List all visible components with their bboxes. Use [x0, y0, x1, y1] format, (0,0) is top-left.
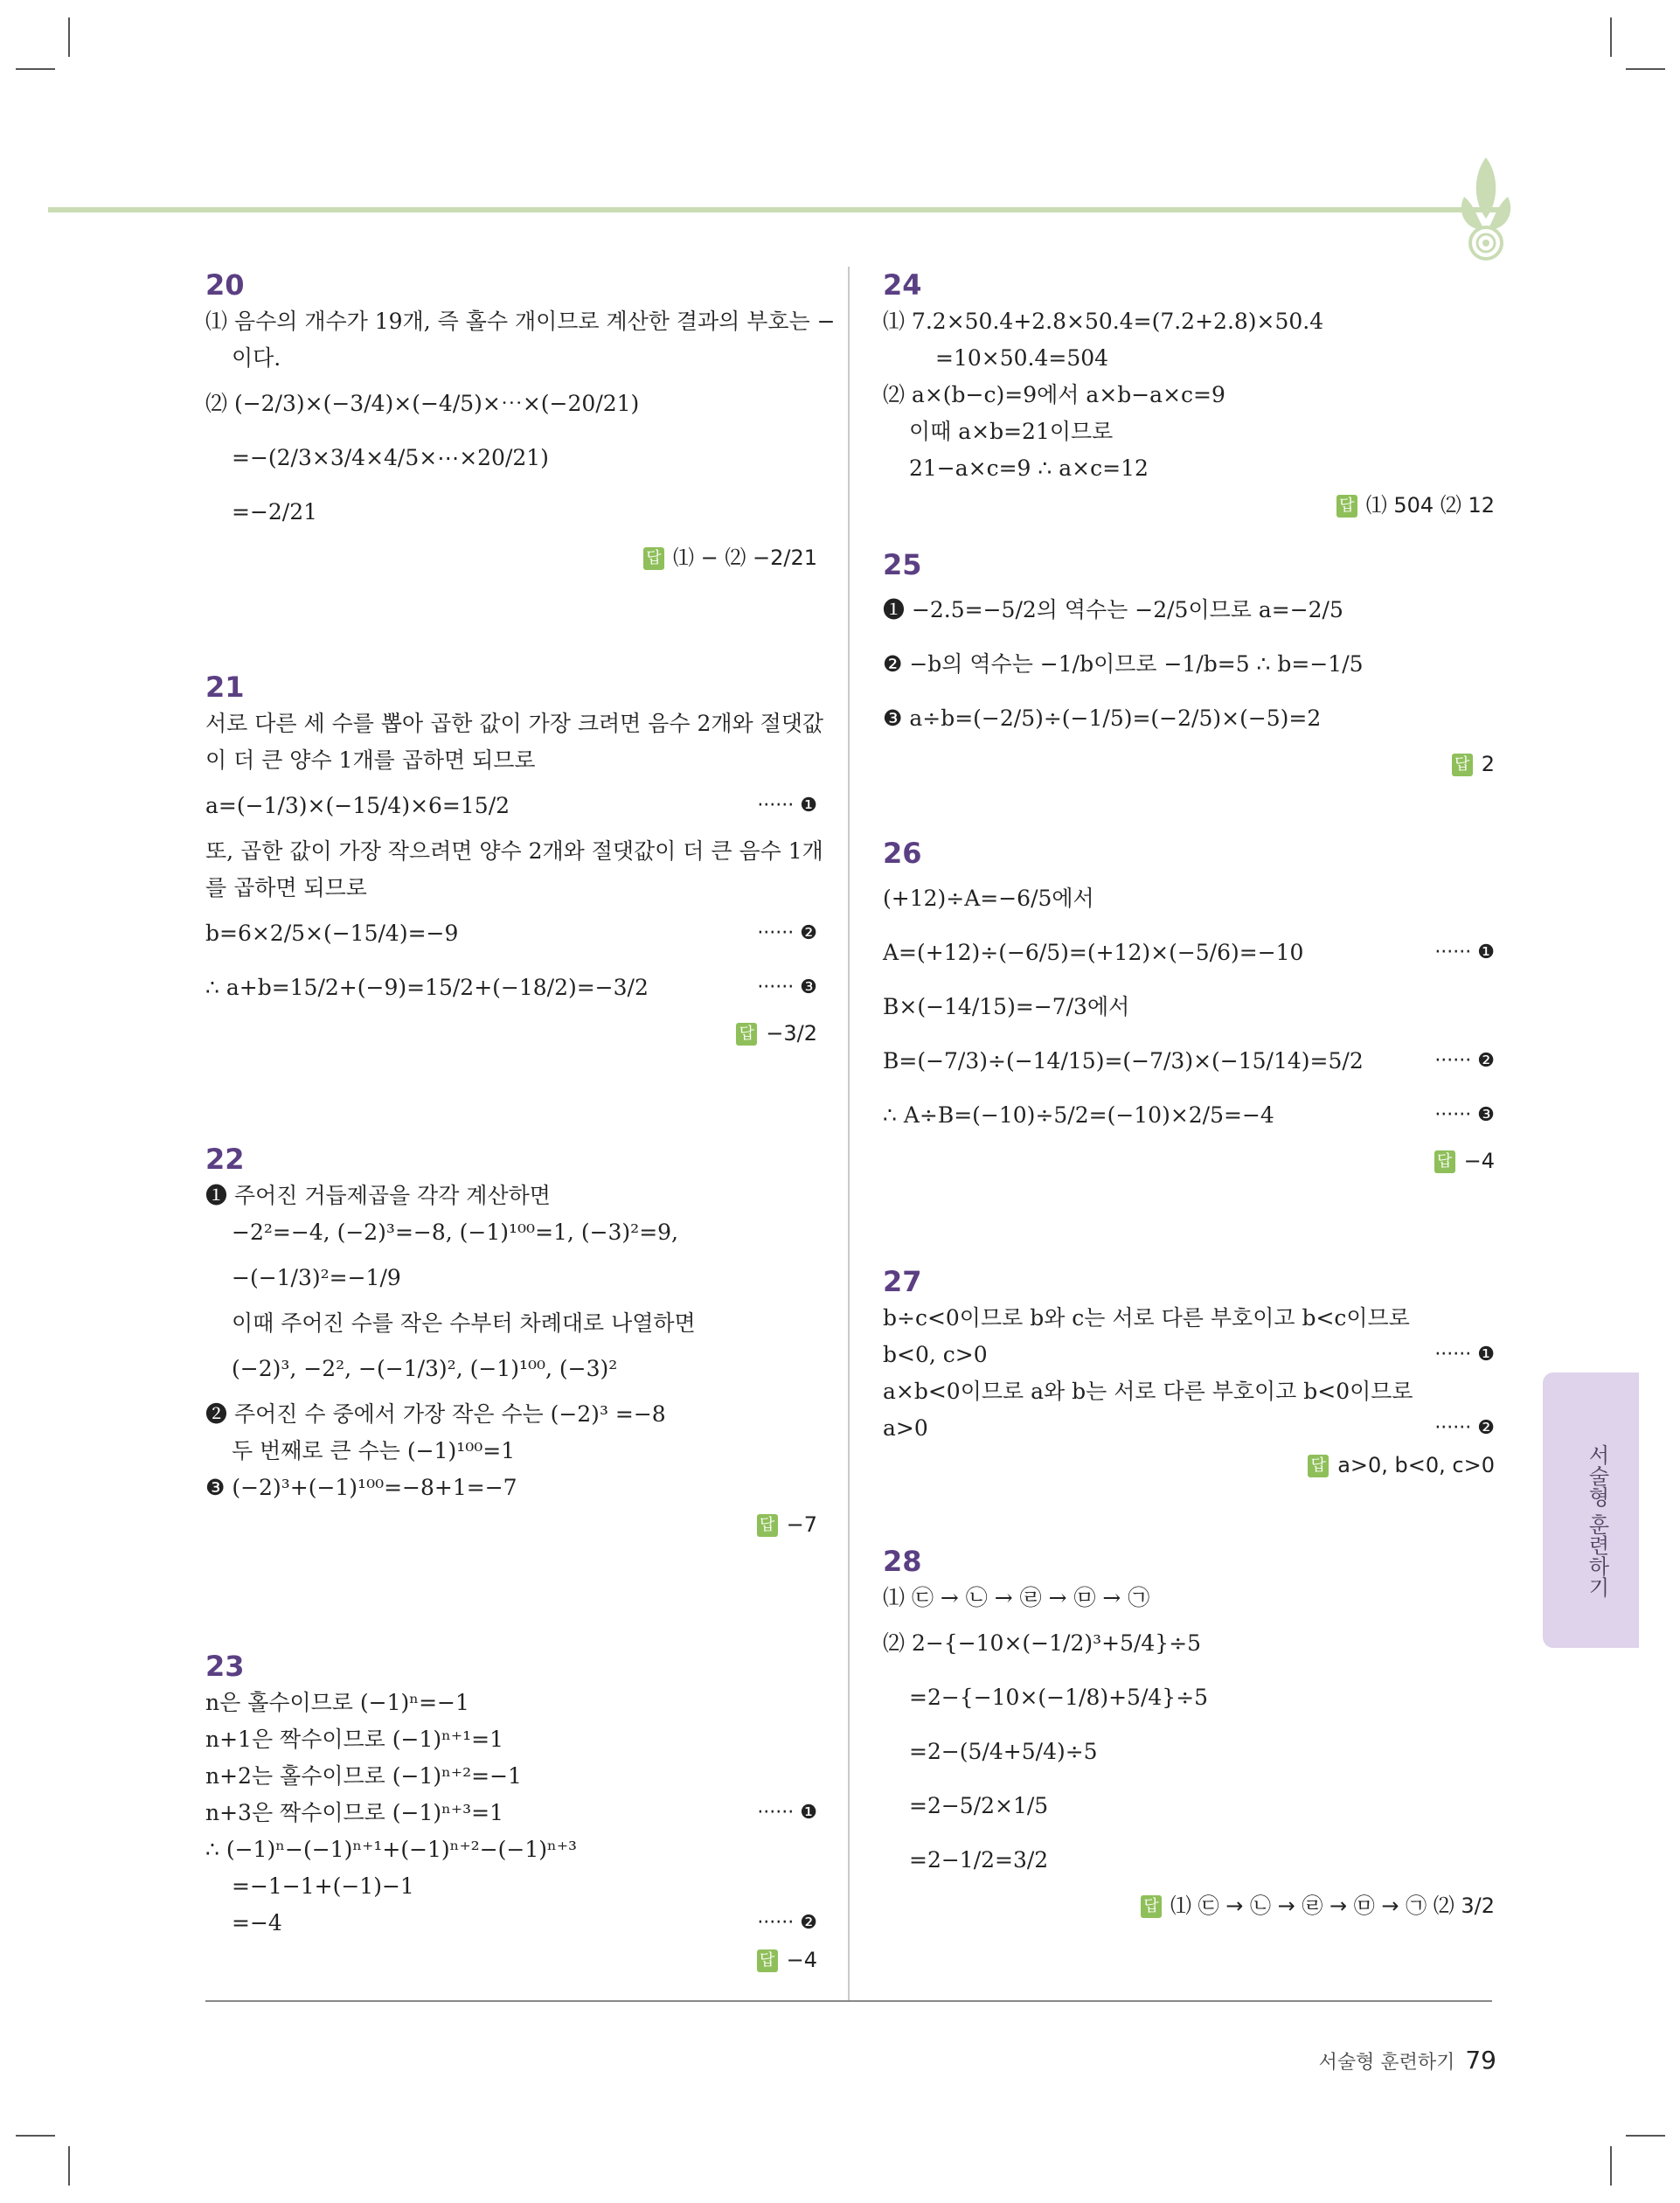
step-marker: ······ ❶ — [757, 1802, 817, 1824]
crop-mark — [1626, 68, 1665, 70]
solution-text: ❶ −2.5=−5/2의 역수는 −2/5이므로 a=−2/5 — [883, 597, 1343, 622]
column-divider — [848, 267, 850, 2002]
solution-line — [205, 1178, 817, 1214]
solution-text: ❸ a÷b=(−2/5)÷(−1/5)=(−2/5)×(−5)=2 — [883, 705, 1322, 731]
solution-text: b<0, c>0 — [883, 1342, 988, 1367]
solution-text: ❷ −b의 역수는 −1/b이므로 −1/b=5 ∴ b=−1/5 — [883, 651, 1364, 677]
problem-22 — [205, 1141, 817, 1543]
solution-text: =2−{−10×(−1/8)+5/4}÷5 — [909, 1685, 1209, 1710]
step-marker: ······ ❷ — [757, 1912, 817, 1934]
solution-text: A=(+12)÷(−6/5)=(+12)×(−5/6)=−10 — [883, 940, 1304, 965]
answer-text: −7 — [786, 1512, 817, 1537]
solution-line — [205, 833, 823, 870]
answer-line — [883, 487, 1495, 524]
solution-line — [205, 870, 817, 907]
solution-text: n+3은 짝수이므로 (−1)ⁿ⁺³=1 — [205, 1800, 503, 1825]
page-footer — [1319, 2046, 1496, 2074]
solution-text: 또, 곱한 값이 가장 작으려면 양수 2개와 절댓값이 더 큰 음수 1개 — [205, 838, 823, 864]
problem-25 — [883, 546, 1495, 782]
solution-text: 두 번째로 큰 수는 (−1)¹⁰⁰=1 — [232, 1438, 516, 1463]
answer-line — [883, 746, 1495, 782]
solution-text: 서로 다른 세 수를 뽑아 곱한 값이 가장 크려면 음수 2개와 절댓값 — [205, 711, 824, 736]
footer-section-title: 서술형 훈련하기 — [1318, 2052, 1455, 2074]
answer-badge-icon: 답 — [643, 547, 664, 570]
solution-line — [883, 450, 1495, 487]
solution-line — [205, 1433, 817, 1470]
solution-line — [883, 1410, 1495, 1447]
solution-text: 21−a×c=9 ∴ a×c=12 — [909, 455, 1149, 481]
answer-badge-icon: 답 — [1452, 754, 1473, 776]
answer-badge-icon: 답 — [757, 1514, 778, 1537]
answer-line — [205, 539, 817, 576]
solution-text: (−2)³, −2², −(−1/3)², (−1)¹⁰⁰, (−3)² — [232, 1356, 618, 1381]
problem-number: 27 — [883, 1265, 922, 1298]
header-rule — [48, 207, 1499, 212]
problem-26 — [883, 835, 1495, 1179]
solution-text: b÷c<0이므로 b와 c는 서로 다른 부호이고 b<c이므로 — [883, 1305, 1410, 1331]
crop-mark — [1626, 2135, 1665, 2137]
solution-line — [205, 1251, 817, 1305]
answer-line — [883, 1887, 1495, 1924]
solution-line — [883, 1833, 1495, 1887]
solution-text: =2−(5/4+5/4)÷5 — [909, 1739, 1098, 1764]
answer-text: ⑴ − ⑵ −2/21 — [673, 546, 817, 570]
solution-line — [883, 1725, 1495, 1779]
answer-badge-icon: 답 — [1336, 495, 1357, 518]
solution-line — [205, 377, 817, 431]
step-marker: ······ ❸ — [757, 976, 817, 998]
step-marker: ······ ❶ — [1434, 942, 1495, 963]
solution-text: ∴ (−1)ⁿ−(−1)ⁿ⁺¹+(−1)ⁿ⁺²−(−1)ⁿ⁺³ — [205, 1837, 578, 1862]
solution-text: n+1은 짝수이므로 (−1)ⁿ⁺¹=1 — [205, 1727, 503, 1752]
solution-text: 이다. — [232, 345, 281, 371]
step-marker: ······ ❸ — [1434, 1104, 1495, 1126]
solution-line — [205, 340, 817, 377]
solution-line — [205, 1396, 817, 1433]
solution-line — [883, 1034, 1495, 1088]
solution-line — [883, 1088, 1495, 1143]
solution-line — [883, 1300, 1495, 1337]
solution-text: a>0 — [883, 1415, 928, 1441]
answer-text: −4 — [1463, 1149, 1495, 1173]
solution-line — [883, 1779, 1495, 1833]
solution-line — [205, 1721, 817, 1758]
solution-line — [205, 485, 817, 539]
answer-text: 2 — [1481, 752, 1495, 776]
leaf-ornament-icon — [1451, 149, 1521, 271]
step-marker: ······ ❶ — [757, 795, 817, 817]
answer-text: a>0, b<0, c>0 — [1337, 1453, 1495, 1477]
solution-line — [205, 961, 817, 1015]
solution-text: ❷ 주어진 수 중에서 가장 작은 수는 (−2)³ =−8 — [205, 1401, 666, 1427]
answer-line — [205, 1015, 817, 1052]
answer-badge-icon: 답 — [757, 1949, 778, 1972]
step-marker: ······ ❶ — [1434, 1344, 1495, 1366]
solution-line — [883, 377, 1495, 413]
problem-21 — [205, 669, 824, 1052]
page-number: 79 — [1465, 2046, 1496, 2074]
solution-text: =2−5/2×1/5 — [909, 1793, 1049, 1818]
crop-mark — [1610, 2146, 1612, 2186]
solution-text: B×(−14/15)=−7/3에서 — [883, 994, 1130, 1019]
answer-text: −3/2 — [766, 1021, 817, 1046]
problem-23 — [205, 1648, 817, 1978]
crop-mark — [1610, 17, 1612, 57]
solution-line — [205, 1868, 817, 1905]
solution-text: =−4 — [232, 1910, 282, 1935]
crop-mark — [68, 2146, 70, 2186]
solution-text: ❸ (−2)³+(−1)¹⁰⁰=−8+1=−7 — [205, 1475, 517, 1500]
crop-mark — [16, 2135, 55, 2137]
answer-badge-icon: 답 — [1141, 1895, 1162, 1918]
solution-text: 이 더 큰 양수 1개를 곱하면 되므로 — [205, 747, 536, 773]
solution-text: ∴ A÷B=(−10)÷5/2=(−10)×2/5=−4 — [883, 1102, 1274, 1128]
solution-line — [205, 742, 817, 779]
footer-rule — [205, 2000, 1492, 2002]
step-marker: ······ ❷ — [1434, 1050, 1495, 1072]
answer-badge-icon: 답 — [1308, 1455, 1329, 1477]
solution-text: ⑵ (−2/3)×(−3/4)×(−4/5)×⋯×(−20/21) — [205, 391, 640, 416]
solution-line — [205, 705, 824, 742]
solution-line — [883, 1580, 1495, 1616]
solution-text: (+12)÷A=−6/5에서 — [883, 886, 1094, 911]
solution-line — [883, 872, 1495, 926]
problem-27 — [883, 1263, 1495, 1484]
crop-mark — [68, 17, 70, 57]
solution-text: ⑴ 7.2×50.4+2.8×50.4=(7.2+2.8)×50.4 — [883, 309, 1324, 334]
solution-text: ⑴ 음수의 개수가 19개, 즉 홀수 개이므로 계산한 결과의 부호는 − — [205, 309, 836, 334]
solution-text: B=(−7/3)÷(−14/15)=(−7/3)×(−15/14)=5/2 — [883, 1048, 1364, 1074]
answer-text: −4 — [786, 1948, 817, 1972]
problem-number: 28 — [883, 1545, 922, 1578]
solution-text: =10×50.4=504 — [935, 345, 1109, 371]
solution-line — [883, 303, 1495, 340]
solution-text: n+2는 홀수이므로 (−1)ⁿ⁺²=−1 — [205, 1763, 522, 1789]
solution-text: =−(2/3×3/4×4/5×⋯×20/21) — [232, 445, 549, 470]
solution-line — [883, 980, 1495, 1034]
solution-text: ∴ a+b=15/2+(−9)=15/2+(−18/2)=−3/2 — [205, 975, 649, 1000]
solution-line — [205, 1831, 817, 1868]
answer-line — [883, 1143, 1495, 1179]
solution-line — [205, 1342, 817, 1396]
solution-text: =−2/21 — [232, 499, 318, 525]
answer-line — [205, 1506, 817, 1543]
solution-line — [883, 1337, 1495, 1373]
solution-line — [883, 583, 1495, 637]
solution-line — [205, 303, 836, 340]
problem-number: 22 — [205, 1143, 245, 1176]
side-tab-label: 서술형 훈련하기 — [1585, 1444, 1609, 1598]
solution-text: b=6×2/5×(−15/4)=−9 — [205, 921, 459, 946]
solution-line — [883, 1616, 1495, 1671]
answer-text: ⑴ 504 ⑵ 12 — [1365, 493, 1495, 518]
solution-line — [205, 779, 817, 833]
solution-text: =2−1/2=3/2 — [909, 1847, 1049, 1873]
solution-text: =−1−1+(−1)−1 — [232, 1873, 414, 1899]
solution-line — [205, 1795, 817, 1831]
answer-line — [883, 1447, 1495, 1484]
solution-text: 를 곱하면 되므로 — [205, 875, 367, 900]
solution-line — [883, 1373, 1495, 1410]
solution-line — [883, 691, 1495, 746]
solution-line — [883, 1671, 1495, 1725]
solution-text: a×b<0이므로 a와 b는 서로 다른 부호이고 b<0이므로 — [883, 1379, 1413, 1404]
step-marker: ······ ❷ — [1434, 1417, 1495, 1439]
problem-number: 25 — [883, 548, 922, 581]
solution-line — [205, 1685, 817, 1721]
solution-text: 이때 주어진 수를 작은 수부터 차례대로 나열하면 — [232, 1310, 696, 1336]
problem-number: 23 — [205, 1650, 245, 1683]
solution-text: ⑴ ㉢ → ㉡ → ㉣ → ㉤ → ㉠ — [883, 1585, 1150, 1610]
problem-28 — [883, 1543, 1495, 1924]
problem-number: 21 — [205, 671, 245, 704]
solution-line — [883, 413, 1495, 450]
step-marker: ······ ❷ — [757, 922, 817, 944]
answer-badge-icon: 답 — [736, 1023, 757, 1046]
solution-text: 이때 a×b=21이므로 — [909, 419, 1114, 444]
problem-number: 20 — [205, 268, 245, 302]
answer-text: ⑴ ㉢ → ㉡ → ㉣ → ㉤ → ㉠ ⑵ 3/2 — [1170, 1894, 1495, 1918]
solution-line — [205, 1470, 817, 1506]
solution-line — [205, 1758, 817, 1795]
answer-badge-icon: 답 — [1434, 1150, 1455, 1173]
solution-text: −(−1/3)²=−1/9 — [232, 1265, 401, 1290]
problem-24 — [883, 267, 1495, 524]
solution-line — [883, 340, 1495, 377]
solution-text: a=(−1/3)×(−15/4)×6=15/2 — [205, 793, 510, 818]
problem-number: 24 — [883, 268, 922, 302]
solution-line — [883, 926, 1495, 980]
problem-20 — [205, 267, 836, 576]
crop-mark — [16, 68, 55, 70]
solution-text: n은 홀수이므로 (−1)ⁿ=−1 — [205, 1690, 469, 1715]
solution-text: ⑵ 2−{−10×(−1/2)³+5/4}÷5 — [883, 1630, 1202, 1656]
solution-line — [205, 431, 817, 485]
solution-line — [205, 1214, 817, 1251]
solution-text: −2²=−4, (−2)³=−8, (−1)¹⁰⁰=1, (−3)²=9, — [232, 1220, 678, 1245]
solution-line — [883, 637, 1495, 691]
solution-text: ⑵ a×(b−c)=9에서 a×b−a×c=9 — [883, 382, 1225, 407]
solution-line — [205, 907, 817, 961]
problem-number: 26 — [883, 837, 922, 870]
solution-line — [205, 1305, 817, 1342]
solution-text: ❶ 주어진 거듭제곱을 각각 계산하면 — [205, 1183, 551, 1208]
answer-line — [205, 1942, 817, 1978]
solution-line — [205, 1905, 817, 1942]
